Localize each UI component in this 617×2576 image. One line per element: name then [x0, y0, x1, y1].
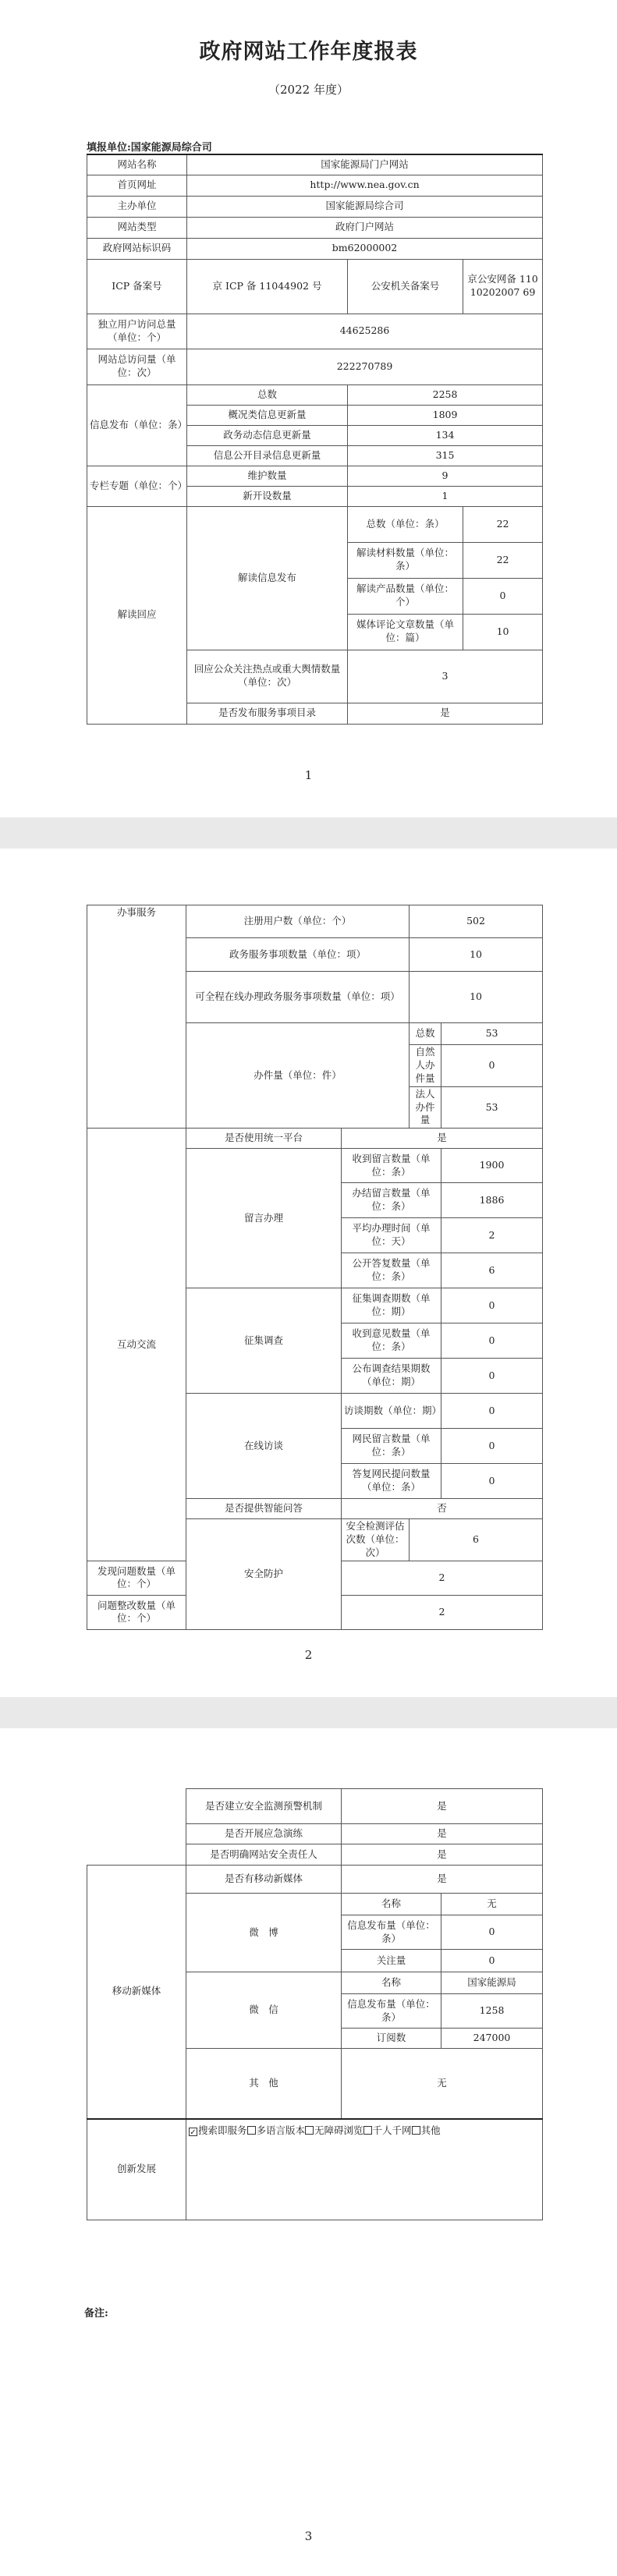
- interview-count-label: 访谈期数（单位：期）: [342, 1394, 441, 1429]
- other-media-value: 无: [342, 2049, 543, 2119]
- interview-count-value: 0: [441, 1394, 543, 1429]
- checkbox-icon[interactable]: [363, 2126, 372, 2135]
- option-accessible[interactable]: [305, 2124, 363, 2136]
- info-total-value: 2258: [348, 384, 543, 405]
- basic-info-table: [87, 154, 543, 725]
- info-publish-label: 信息发布（单位：条）: [87, 384, 187, 466]
- media-comment-label: 媒体评论文章数量（单位：篇）: [348, 614, 463, 650]
- other-media-label: 其 他: [186, 2049, 342, 2119]
- option-search-label: 搜索即服务: [198, 2124, 247, 2136]
- weibo-follow-value: 0: [441, 1950, 543, 1972]
- survey-result-label: 公布调查结果期数（单位：期）: [342, 1359, 441, 1394]
- service-catalog-value: 是: [348, 703, 543, 724]
- platform-label: 是否使用统一平台: [186, 1129, 342, 1149]
- uv-label: 独立用户访问总量（单位：个）: [87, 314, 187, 349]
- option-multilang-label: 多语言版本: [256, 2124, 306, 2136]
- security-fixed-value: 2: [342, 1595, 543, 1629]
- service-online-label: 可全程在线办理政务服务事项数量（单位：项）: [186, 972, 410, 1023]
- person-value: 是: [342, 1844, 543, 1866]
- info-dynamic-value: 134: [348, 425, 543, 445]
- interpret-material-value: 22: [463, 542, 543, 578]
- service-users-label: 注册用户数（单位：个）: [186, 905, 410, 938]
- person-label: 是否明确网站安全责任人: [186, 1844, 342, 1866]
- site-type-label: 网站类型: [87, 217, 187, 238]
- pv-label: 网站总访问量（单位：次）: [87, 349, 187, 384]
- security-fixed-label: 问题整改数量（单位：个）: [87, 1595, 186, 1629]
- message-label: 留言办理: [186, 1149, 342, 1288]
- interpret-label: 解读信息发布: [187, 506, 348, 650]
- survey-label: 征集调查: [186, 1288, 342, 1394]
- page-1: [0, 0, 617, 817]
- wechat-sub-label: 订阅数: [342, 2029, 441, 2049]
- wechat-pub-value: 1258: [441, 1994, 543, 2029]
- survey-result-value: 0: [441, 1359, 543, 1394]
- smart-qa-label: 是否提供智能问答: [186, 1499, 342, 1519]
- service-label: 办事服务: [87, 905, 186, 1129]
- interview-msg-label: 网民留言数量（单位：条）: [342, 1429, 441, 1464]
- option-personalized[interactable]: [363, 2124, 412, 2136]
- info-dynamic-label: 政务动态信息更新量: [187, 425, 348, 445]
- handle-legal-label: 法人办件量: [410, 1086, 441, 1129]
- msg-recv-label: 收到留言数量（单位：条）: [342, 1149, 441, 1183]
- interview-ans-label: 答复网民提问数量（单位：条）: [342, 1464, 441, 1499]
- column-new-value: 1: [348, 486, 543, 506]
- msg-done-label: 办结留言数量（单位：条）: [342, 1183, 441, 1218]
- interview-msg-value: 0: [441, 1429, 543, 1464]
- drill-label: 是否开展应急演练: [186, 1824, 342, 1844]
- interpret-total-label: 总数（单位：条）: [348, 506, 463, 542]
- media-label: 移动新媒体: [87, 1866, 186, 2119]
- survey-opinion-label: 收到意见数量（单位：条）: [342, 1323, 441, 1359]
- hot-response-value: 3: [348, 650, 543, 703]
- page-number-3: 3: [304, 2529, 313, 2543]
- reporting-unit: 填报单位:国家能源局综合司: [87, 142, 212, 154]
- weibo-name-label: 名称: [342, 1894, 441, 1915]
- wechat-name-value: 国家能源局: [441, 1972, 543, 1994]
- warn-value: 是: [342, 1789, 543, 1824]
- checkbox-checked-icon[interactable]: ✓: [190, 2128, 197, 2137]
- drill-value: 是: [342, 1824, 543, 1844]
- handle-total-value: 53: [441, 1023, 543, 1045]
- option-multilang[interactable]: [247, 2124, 306, 2136]
- media-has-value: 是: [342, 1866, 543, 1894]
- site-code-label: 政府网站标识码: [87, 238, 187, 259]
- security-found-value: 2: [342, 1561, 543, 1595]
- security-media-table: [87, 1788, 543, 2220]
- handle-total-label: 总数: [410, 1023, 441, 1045]
- innovation-label: 创新发展: [87, 2119, 186, 2220]
- handle-label: 办件量（单位：件）: [186, 1023, 410, 1129]
- interview-ans-value: 0: [441, 1464, 543, 1499]
- remark-label: 备注:: [84, 2308, 108, 2319]
- site-name-value: 国家能源局门户网站: [187, 154, 543, 175]
- home-url-value[interactable]: http://www.nea.gov.cn: [187, 175, 543, 196]
- weibo-pub-label: 信息发布量（单位：条）: [342, 1915, 441, 1950]
- option-search[interactable]: [189, 2124, 247, 2136]
- report-title: 政府网站工作年度报表: [199, 40, 418, 64]
- survey-count-label: 征集调查期数（单位：期）: [342, 1288, 441, 1323]
- media-has-label: 是否有移动新媒体: [186, 1866, 342, 1894]
- icp-label: ICP 备案号: [87, 259, 187, 314]
- column-new-label: 新开设数量: [187, 486, 348, 506]
- site-code-value: bm62000002: [187, 238, 543, 259]
- option-other[interactable]: [412, 2124, 441, 2136]
- weibo-pub-value: 0: [441, 1915, 543, 1950]
- interpret-product-value: 0: [463, 578, 543, 614]
- host-value: 国家能源局综合司: [187, 196, 543, 217]
- service-users-value: 502: [410, 905, 543, 938]
- interview-label: 在线访谈: [186, 1394, 342, 1499]
- icp-value: 京 ICP 备 11044902 号: [187, 259, 348, 314]
- handle-natural-label: 自然人办件量: [410, 1045, 441, 1087]
- checkbox-icon[interactable]: [247, 2126, 256, 2135]
- host-label: 主办单位: [87, 196, 187, 217]
- hot-response-label: 回应公众关注热点或重大舆情数量（单位：次）: [187, 650, 348, 703]
- response-label: 解读回应: [87, 506, 187, 724]
- media-comment-value: 10: [463, 614, 543, 650]
- msg-time-label: 平均办理时间（单位：天）: [342, 1218, 441, 1253]
- service-interaction-table: [87, 905, 543, 1630]
- interaction-label: 互动交流: [87, 1129, 186, 1561]
- option-accessible-label: 无障碍浏览: [314, 2124, 363, 2136]
- platform-value: 是: [342, 1129, 543, 1149]
- msg-time-value: 2: [441, 1218, 543, 1253]
- weibo-label: 微 博: [186, 1894, 342, 1972]
- handle-legal-value: 53: [441, 1086, 543, 1129]
- info-total-label: 总数: [187, 384, 348, 405]
- checkbox-icon[interactable]: [305, 2126, 314, 2135]
- handle-natural-value: 0: [441, 1045, 543, 1087]
- police-label: 公安机关备案号: [348, 259, 463, 314]
- column-maintain-label: 维护数量: [187, 466, 348, 486]
- smart-qa-value: 否: [342, 1499, 543, 1519]
- report-year: （2022 年度）: [268, 83, 349, 97]
- info-overview-value: 1809: [348, 405, 543, 425]
- msg-public-label: 公开答复数量（单位：条）: [342, 1253, 441, 1288]
- service-items-value: 10: [410, 938, 543, 972]
- page-number-1: 1: [304, 768, 313, 782]
- msg-recv-value: 1900: [441, 1149, 543, 1183]
- police-value: 京公安网备 11010202007 69: [463, 259, 543, 314]
- site-name-label: 网站名称: [87, 154, 187, 175]
- wechat-name-label: 名称: [342, 1972, 441, 1994]
- security-continued-blank: [87, 1789, 186, 1866]
- option-other-label: 其他: [420, 2124, 441, 2136]
- info-overview-label: 概况类信息更新量: [187, 405, 348, 425]
- wechat-sub-value: 247000: [441, 2029, 543, 2049]
- survey-opinion-value: 0: [441, 1323, 543, 1359]
- msg-public-value: 6: [441, 1253, 543, 1288]
- interpret-total-value: 22: [463, 506, 543, 542]
- warn-label: 是否建立安全监测预警机制: [186, 1789, 342, 1824]
- security-label: 安全防护: [186, 1519, 342, 1630]
- column-label: 专栏专题（单位：个）: [87, 466, 187, 506]
- weibo-follow-label: 关注量: [342, 1950, 441, 1972]
- msg-done-value: 1886: [441, 1183, 543, 1218]
- wechat-label: 微 信: [186, 1972, 342, 2049]
- security-check-label: 安全检测评估次数（单位：次）: [342, 1519, 410, 1561]
- pv-value: 222270789: [187, 349, 543, 384]
- home-url-label: 首页网址: [87, 175, 187, 196]
- option-personalized-label: 千人千网: [372, 2124, 412, 2136]
- service-items-label: 政务服务事项数量（单位：项）: [186, 938, 410, 972]
- security-found-label: 发现问题数量（单位：个）: [87, 1561, 186, 1595]
- page-number-2: 2: [304, 1648, 313, 1662]
- security-check-value: 6: [410, 1519, 543, 1561]
- column-maintain-value: 9: [348, 466, 543, 486]
- interpret-product-label: 解读产品数量（单位：个）: [348, 578, 463, 614]
- info-catalog-label: 信息公开目录信息更新量: [187, 445, 348, 466]
- wechat-pub-label: 信息发布量（单位：条）: [342, 1994, 441, 2029]
- checkbox-icon[interactable]: [412, 2126, 420, 2135]
- site-type-value: 政府门户网站: [187, 217, 543, 238]
- uv-value: 44625286: [187, 314, 543, 349]
- service-catalog-label: 是否发布服务事项目录: [187, 703, 348, 724]
- info-catalog-value: 315: [348, 445, 543, 466]
- innovation-options: [186, 2119, 543, 2220]
- interpret-material-label: 解读材料数量（单位：条）: [348, 542, 463, 578]
- service-online-value: 10: [410, 972, 543, 1023]
- weibo-name-value: 无: [441, 1894, 543, 1915]
- survey-count-value: 0: [441, 1288, 543, 1323]
